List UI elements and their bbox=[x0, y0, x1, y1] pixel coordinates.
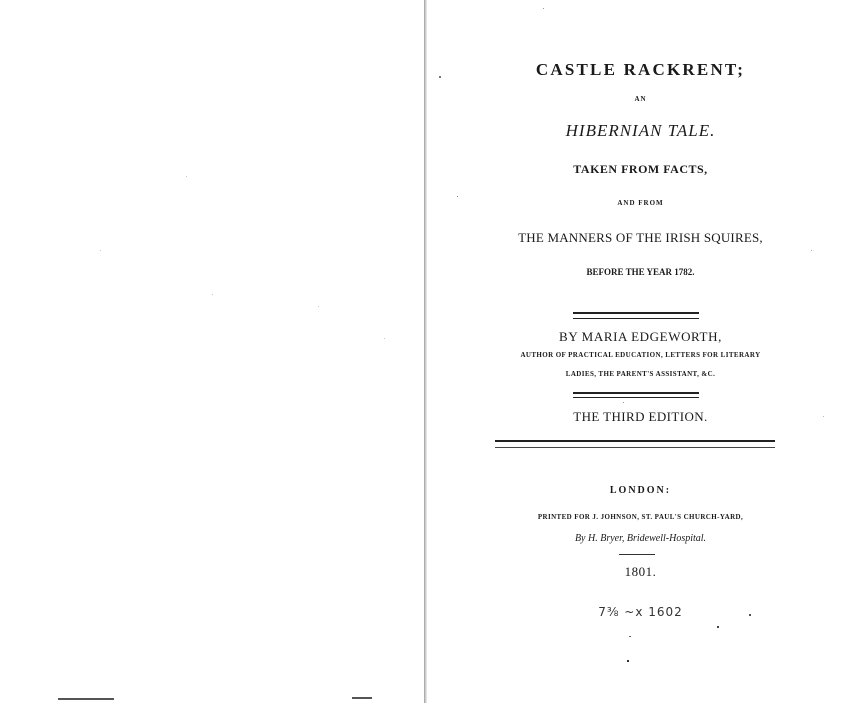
bleed-through-mark bbox=[58, 698, 114, 700]
left-page-blank bbox=[0, 0, 424, 703]
edition: THE THIRD EDITION. bbox=[573, 409, 708, 424]
subtitle-manners: THE MANNERS OF THE IRISH SQUIRES, bbox=[518, 230, 763, 245]
subtitle: HIBERNIAN TALE. bbox=[565, 121, 716, 140]
imprint-city: LONDON: bbox=[609, 485, 672, 496]
subtitle-connector: AND FROM bbox=[617, 199, 664, 207]
paper-speck bbox=[543, 8, 544, 9]
paper-speck bbox=[749, 614, 751, 616]
author-credits: AUTHOR OF PRACTICAL EDUCATION, LETTERS FOR LITERARY bbox=[520, 351, 761, 359]
publication-year: 1801. bbox=[624, 564, 657, 579]
bleed-through-mark bbox=[352, 697, 372, 699]
subtitle-date: BEFORE THE YEAR 1782. bbox=[586, 267, 695, 277]
imprint-publisher: PRINTED FOR J. JOHNSON, ST. PAUL'S CHURCH-YARD, bbox=[537, 513, 744, 521]
author-line: BY MARIA EDGEWORTH, bbox=[559, 329, 722, 344]
paper-speck bbox=[823, 416, 824, 417]
subtitle-article: AN bbox=[634, 95, 647, 103]
paper-speck bbox=[439, 76, 441, 78]
book-title: CASTLE RACKRENT; bbox=[535, 60, 746, 79]
double-rule bbox=[573, 392, 699, 398]
thick-double-rule bbox=[495, 440, 775, 448]
short-rule bbox=[619, 554, 655, 555]
paper-speck bbox=[318, 306, 319, 307]
paper-speck bbox=[623, 402, 624, 403]
author-credits-continued: LADIES, THE PARENT'S ASSISTANT, &C. bbox=[565, 370, 716, 378]
paper-speck bbox=[811, 250, 812, 251]
paper-speck bbox=[627, 660, 629, 662]
handwritten-shelfmark: 7⅜ ~x 1602 bbox=[598, 605, 683, 619]
paper-speck bbox=[212, 294, 213, 295]
paper-speck bbox=[100, 250, 101, 251]
paper-speck bbox=[186, 176, 187, 177]
imprint-printer: By H. Bryer, Bridewell-Hospital. bbox=[574, 533, 707, 544]
paper-speck bbox=[629, 636, 631, 637]
paper-speck bbox=[384, 338, 385, 339]
title-page bbox=[427, 0, 854, 703]
paper-speck bbox=[457, 196, 458, 197]
double-rule bbox=[573, 312, 699, 319]
subtitle-source: TAKEN FROM FACTS, bbox=[573, 162, 708, 176]
paper-speck bbox=[717, 626, 719, 628]
